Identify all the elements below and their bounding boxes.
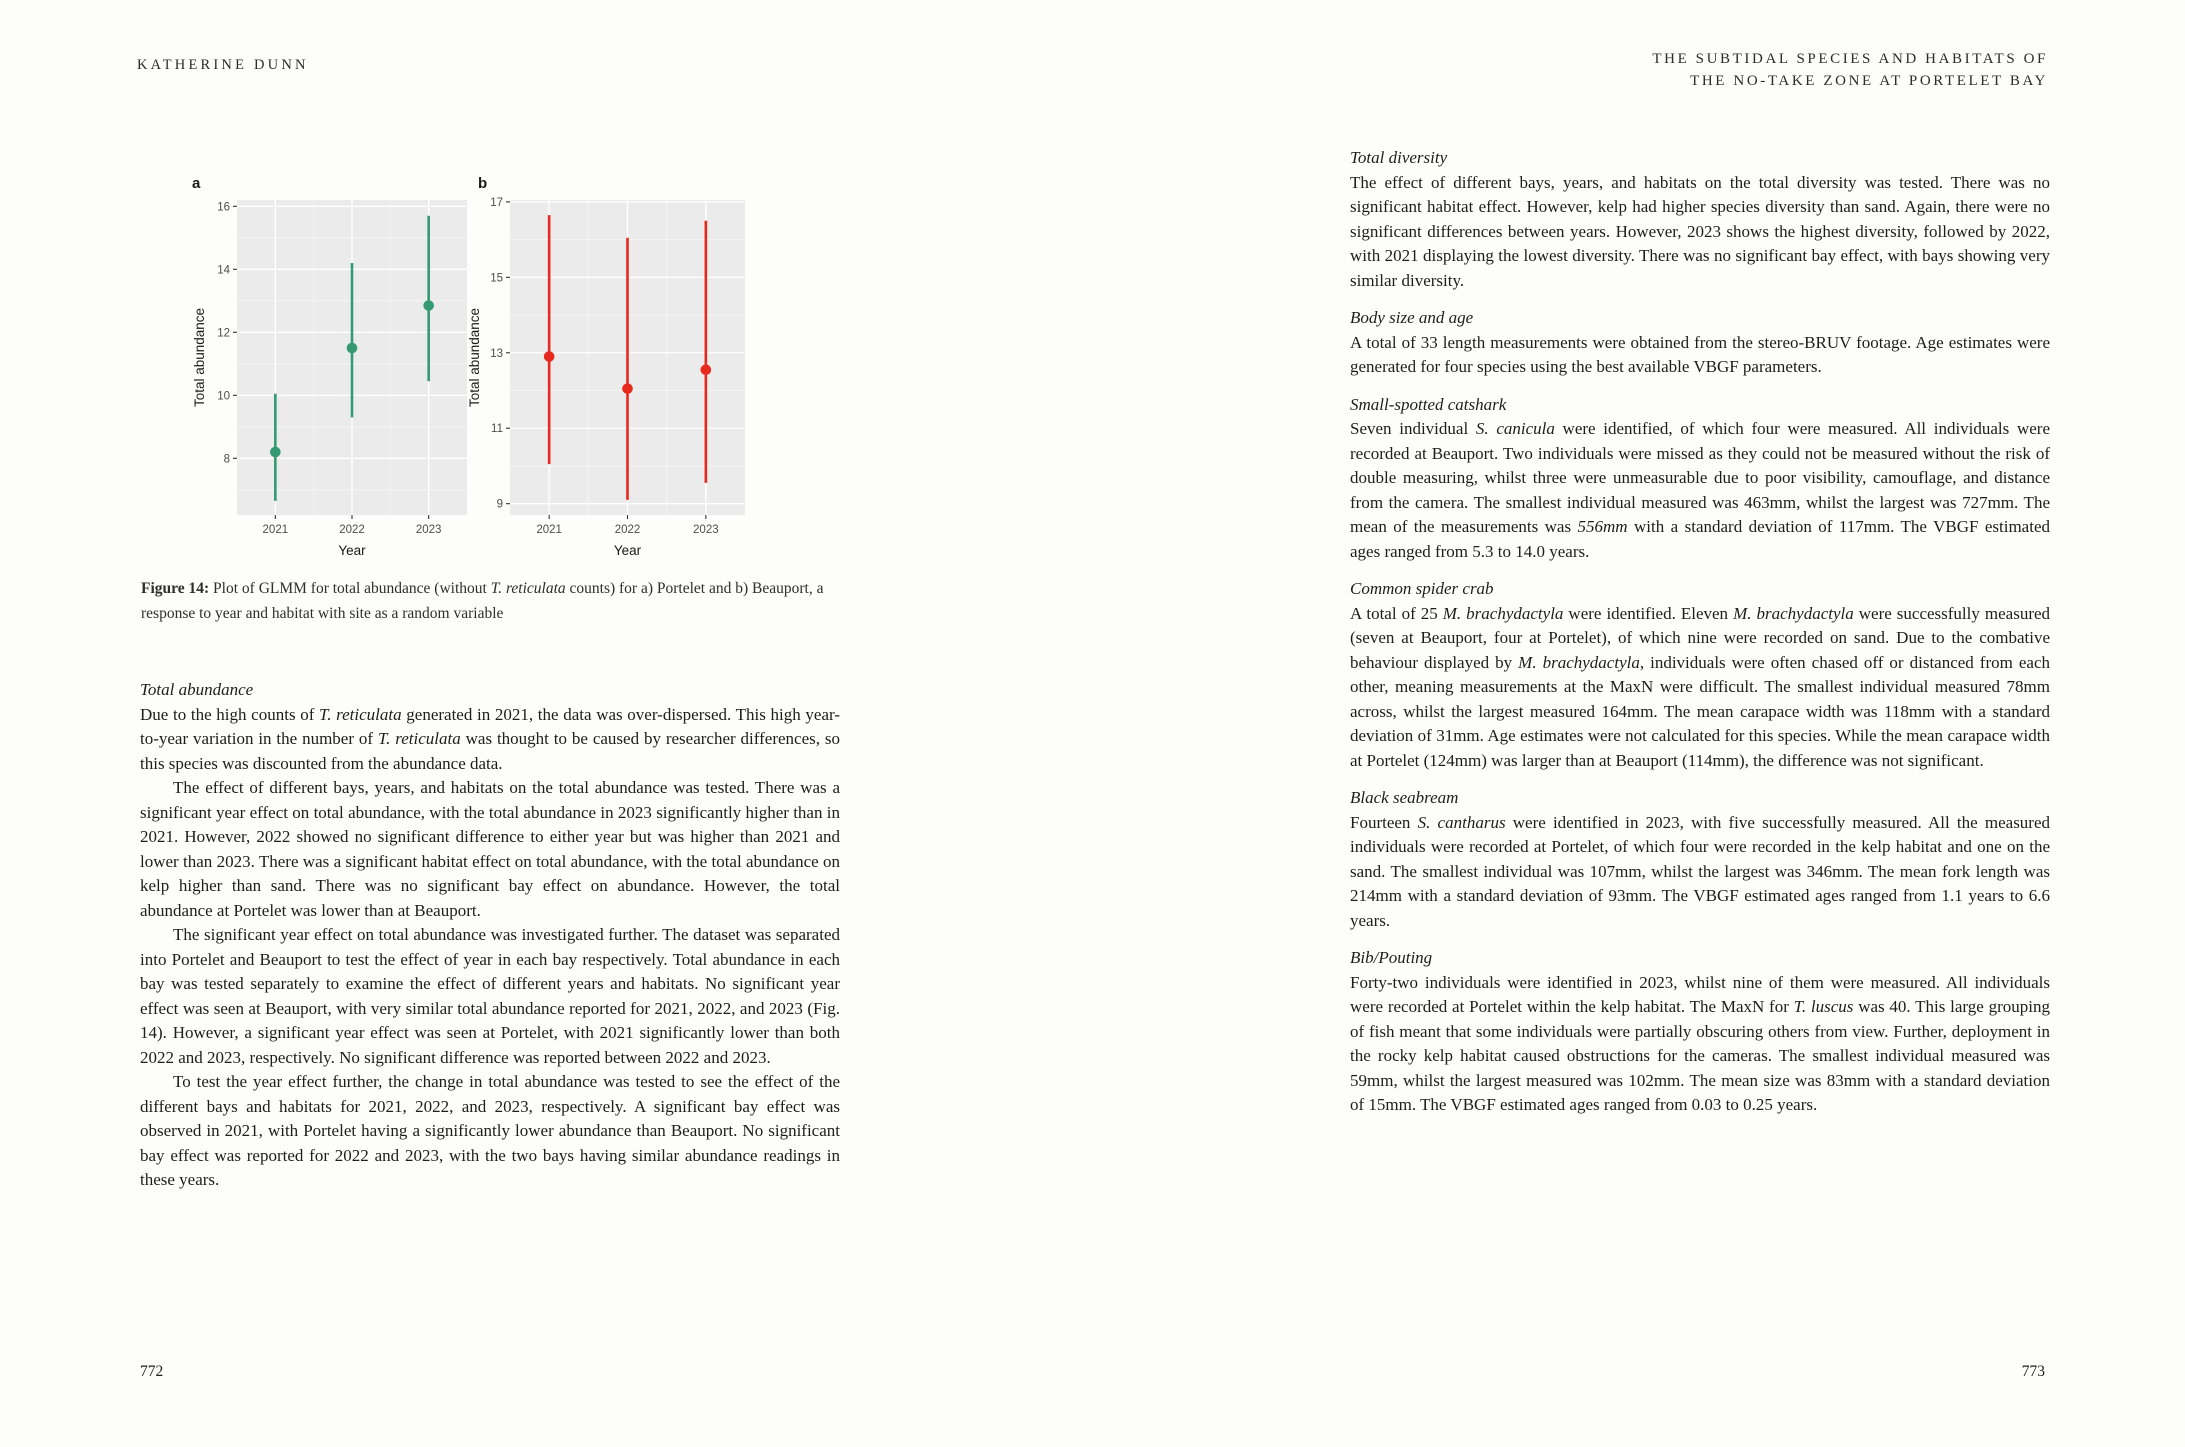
text-segment: T. reticulata: [319, 704, 402, 724]
text-segment: M. brachydactyla: [1442, 603, 1564, 623]
figure-14: [140, 126, 752, 576]
x-tick-label: 2023: [693, 524, 719, 536]
text-segment: T. reticulata: [490, 580, 566, 597]
text-segment: M. brachydactyla: [1733, 603, 1854, 623]
section-total-abundance: [140, 678, 840, 1193]
y-tick-label: 15: [490, 272, 503, 285]
section-heading-common-spider-crab: Common spider crab: [1350, 579, 1494, 598]
x-tick-label: 2021: [262, 524, 289, 536]
page-number-right: 773: [2021, 1363, 2045, 1380]
right-running-head: [1652, 48, 2048, 92]
paragraph: To test the year effect further, the change in total abundance was tested to see the effect of the different bays and habitats for 2021, 2022, and 2023, respectively. A significant bay effect was observed in 2021, with Portelet having a significantly lower abundance than Beauport. No significant bay effect was reported for 2022 and 2023, with the two bays having similar abundance readings in these years.: [140, 1072, 840, 1189]
y-axis-title: Total abundance: [192, 307, 207, 408]
left-running-head: KATHERINE DUNN: [137, 57, 309, 73]
panel-label: a: [192, 175, 201, 192]
x-tick-label: 2022: [614, 524, 641, 536]
text-segment: T. luscus: [1793, 997, 1854, 1016]
paragraph: The effect of different bays, years, and habitats on the total diversity was tested. There was no significant habitat effect. However, kelp had higher species diversity than sand. Again, there were no significant differences between years. However, 2023 shows the highest diversity, followed by 2022, with 2021 displaying the lowest diversity. There was no significant bay effect, with bays showing very similar diversity.: [1350, 172, 2050, 290]
paragraph: Due to the high counts of T. reticulata generated in 2021, the data was over-dispersed. This high year-to-year variation in the number of T. reticulata was thought to be caused by researcher differences, so this species was discounted from the abundance data.: [140, 704, 840, 773]
x-axis-title: Year: [338, 543, 366, 558]
y-tick-label: 12: [217, 327, 230, 340]
data-point: [270, 447, 281, 458]
x-tick-label: 2021: [536, 524, 562, 536]
text-segment: S. cantharus: [1417, 812, 1506, 832]
section-heading-total-abundance: Total abundance: [140, 680, 254, 699]
y-tick-label: 11: [491, 423, 503, 436]
text-segment: 556mm: [1577, 517, 1628, 536]
paragraph: Fourteen S. cantharus were identified in 2023, with five successfully measured. All the measured individuals were recorded at Portelet, of which four were recorded in the kelp habitat and one on the sand. The smallest individual was 107mm, whilst the largest was 346mm. The mean fork length was 214mm with a standard deviation of 93mm. The VBGF estimated ages ranged from 1.1 years to 6.6 years.: [1350, 812, 2051, 930]
paragraph: Forty-two individuals were identified in 2023, whilst nine of them were measured. All individuals were recorded at Portelet within the kelp habitat. The MaxN for T. luscus was 40. This large grouping of fish meant that some individuals were partially obscuring others from view. Further, deployment in the rocky kelp habitat caused obstructions for the cameras. The smallest individual measured was 59mm, whilst the largest measured was 102mm. The mean size was 83mm with a standard deviation of 15mm. The VBGF estimated ages ranged from 0.03 to 0.25 years.: [1350, 972, 2050, 1114]
paragraph: The significant year effect on total abundance was investigated further. The dataset was separated into Portelet and Beauport to test the effect of year in each bay respectively. Total abundance in each bay was tested separately to examine the effect of different years and habitats. No significant year effect was seen at Beauport, with very similar total abundance reported for 2021, 2022, and 2023 (Fig. 14). However, a significant year effect was seen at Portelet, with 2021 significantly lower than both 2022 and 2023, respectively. No significant difference was reported between 2022 and 2023.: [140, 925, 840, 1067]
section-common-spider-crab: [1350, 577, 2050, 773]
section-heading-small-spotted-catshark: Small-spotted catshark: [1350, 394, 1507, 414]
y-tick-label: 13: [490, 347, 503, 360]
section-total-diversity: [1350, 146, 2050, 293]
paragraph: Seven individual S. canicula were identified, of which four were measured. All individuals were recorded at Beauport. Two individuals were missed as they could not be measured without the risk of double measuring, whilst three were unmeasurable due to poor visibility, camouflage, and distance from the camera. The smallest individual measured was 463mm, whilst the largest was 727mm. The mean of the measurements was 556mm with a standard deviation of 117mm. The VBGF estimated ages ranged from 5.3 to 14.0 years.: [1350, 419, 2050, 561]
y-tick-label: 10: [217, 390, 230, 403]
text-segment: T. reticulata: [377, 729, 461, 748]
section-heading-total-diversity: Total diversity: [1350, 148, 1448, 167]
right-text-column: [1350, 146, 2050, 1118]
x-tick-label: 2022: [339, 524, 365, 536]
paragraph: A total of 25 M. brachydactyla were identified. Eleven M. brachydactyla were successfully measured (seven at Beauport, four at Portelet), of which nine were recorded on sand. Due to the combative behaviour displayed by M. brachydactyla, individuals were often chased off or distanced from each other, meaning measurements at the MaxN were difficult. The smallest individual measured 78mm across, whilst the largest measured 164mm. The mean carapace width was 118mm with a standard deviation of 31mm. Age estimates were not calculated for this species. While the mean carapace width at Portelet (124mm) was larger than at Beauport (114mm), the difference was not significant.: [1350, 603, 2051, 770]
data-point: [347, 343, 358, 354]
data-point: [423, 300, 434, 311]
figure-14-caption: Figure 14: Plot of GLMM for total abundance (without T. reticulata counts) for a) Portelet and b) Beauport, a response to year and habitat with site as a random variable: [141, 580, 824, 622]
x-axis-title: Year: [613, 543, 642, 558]
x-tick-label: 2023: [415, 524, 442, 536]
y-tick-label: 17: [490, 196, 503, 209]
text-segment: S. canicula: [1475, 419, 1555, 438]
y-tick-label: 16: [217, 201, 230, 214]
section-body-size-and-age: [1350, 306, 2050, 380]
right-running-head-line2: THE NO-TAKE ZONE AT PORTELET BAY: [1690, 73, 2048, 89]
section-heading-bib-pouting: Bib/Pouting: [1350, 948, 1433, 967]
data-point: [622, 383, 633, 394]
section-black-seabream: [1350, 786, 2050, 933]
data-point: [544, 351, 555, 362]
y-axis-title: Total abundance: [467, 307, 482, 408]
panel-label: b: [478, 175, 488, 192]
section-small-spotted-catshark: [1350, 393, 2050, 565]
y-tick-label: 9: [496, 498, 503, 511]
text-segment: M. brachydactyla: [1518, 652, 1640, 672]
section-bib-pouting: [1350, 946, 2050, 1118]
y-tick-label: 8: [223, 453, 230, 466]
data-point: [701, 364, 712, 375]
section-heading-black-seabream: Black seabream: [1350, 788, 1459, 807]
paragraph: The effect of different bays, years, and habitats on the total abundance was tested. There was a significant year effect on total abundance, with the total abundance in 2023 significantly higher than in 2021. However, 2022 showed no significant difference to either year but was higher than 2021 and lower than 2023. There was a significant habitat effect on total abundance, with the total abundance on kelp higher than sand. There was no significant bay effect on abundance. However, the total abundance at Portelet was lower than at Beauport.: [140, 778, 840, 920]
y-tick-label: 14: [217, 264, 230, 277]
page-number-left: 772: [140, 1363, 164, 1380]
text-segment: Figure 14:: [141, 580, 214, 597]
section-heading-body-size-and-age: Body size and age: [1350, 308, 1474, 327]
left-text-column: [140, 678, 840, 1193]
paragraph: A total of 33 length measurements were obtained from the stereo-BRUV footage. Age estimates were generated for four species using the best available VBGF parameters.: [1350, 332, 2050, 376]
right-running-head-line1: THE SUBTIDAL SPECIES AND HABITATS OF: [1652, 51, 2048, 67]
glmm-figure-svg: [140, 126, 752, 576]
